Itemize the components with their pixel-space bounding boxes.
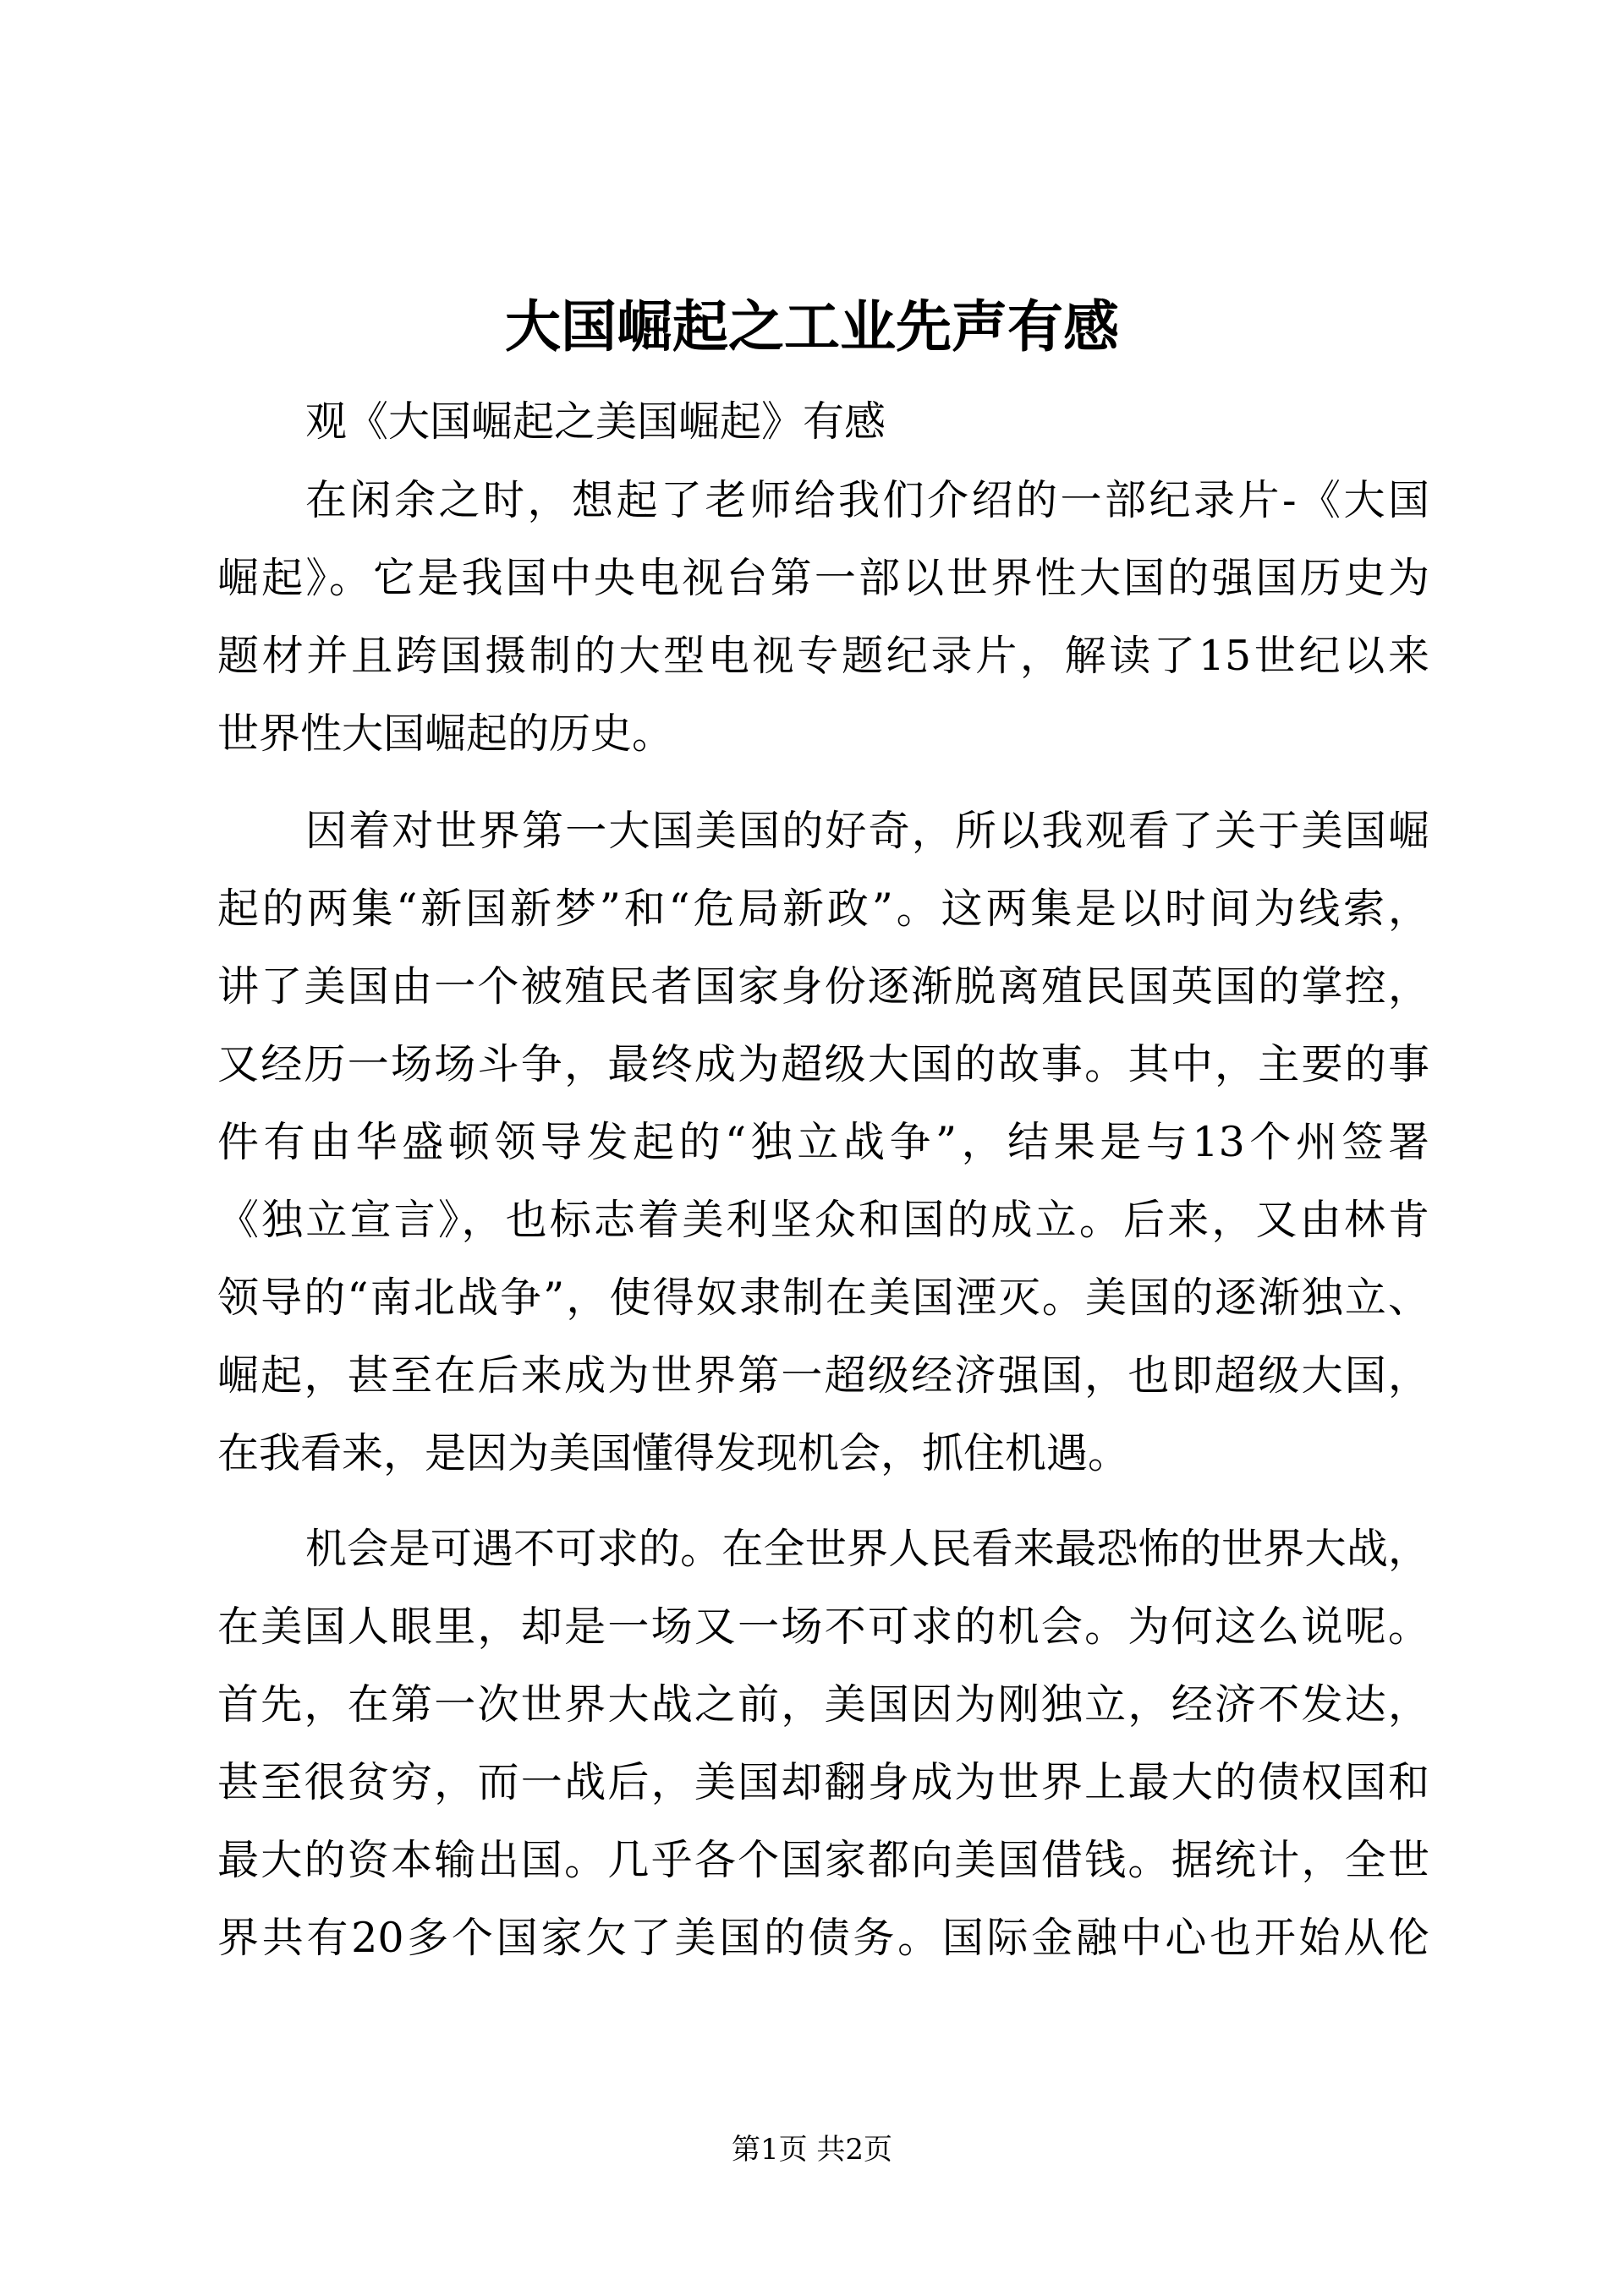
text-line: 因着对世界第一大国美国的好奇，所以我观看了关于美国崛 [305, 807, 1429, 855]
text-line: 在美国人眼里，却是一场又一场不可求的机会。为何这么说呢。 [217, 1603, 1429, 1651]
text-line: 在我看来，是因为美国懂得发现机会，抓住机遇。 [217, 1429, 1130, 1477]
paragraph-1 [217, 462, 1429, 773]
text-line: 崛起，甚至在后来成为世界第一超级经济强国，也即超级大国， [217, 1351, 1429, 1400]
text-line: 最大的资本输出国。几乎各个国家都向美国借钱。据统计，全世 [217, 1836, 1429, 1884]
text-line: 首先，在第一次世界大战之前，美国因为刚独立，经济不发达， [217, 1680, 1429, 1729]
text-line: 讲了美国由一个被殖民者国家身份逐渐脱离殖民国英国的掌控， [217, 962, 1429, 1011]
document-title: 大国崛起之工业先声有感 [505, 293, 1119, 359]
text-line: 领导的“南北战争”，使得奴隶制在美国湮灭。美国的逐渐独立、 [217, 1274, 1429, 1322]
text-line: 机会是可遇不可求的。在全世界人民看来最恐怖的世界大战， [305, 1525, 1429, 1573]
text-line: 题材并且跨国摄制的大型电视专题纪录片，解读了15世纪以来 [217, 632, 1429, 680]
text-line: 甚至很贫穷，而一战后，美国却翻身成为世界上最大的债权国和 [217, 1758, 1429, 1806]
subtitle-paragraph [217, 383, 1429, 461]
text-line: 崛起》。它是我国中央电视台第一部以世界性大国的强国历史为 [217, 554, 1429, 602]
paragraph-2 [217, 792, 1429, 1493]
page-number-footer: 第1页 共2页 [731, 2133, 893, 2167]
subtitle: 观《大国崛起之美国崛起》有感 [305, 397, 886, 446]
paragraph-3 [217, 1510, 1429, 1977]
text-line: 《独立宣言》，也标志着美利坚众和国的成立。后来，又由林肯 [217, 1196, 1429, 1244]
text-line: 起的两集“新国新梦”和“危局新政”。这两集是以时间为线索， [217, 885, 1429, 933]
text-line: 又经历一场场斗争，最终成为超级大国的故事。其中，主要的事 [217, 1040, 1429, 1088]
text-line: 在闲余之时，想起了老师给我们介绍的一部纪录片-《大国 [305, 476, 1429, 524]
text-line: 世界性大国崛起的历史。 [217, 710, 674, 758]
text-line: 界共有20多个国家欠了美国的债务。国际金融中心也开始从伦 [217, 1914, 1429, 1962]
text-line: 件有由华盛顿领导发起的“独立战争”，结果是与13个州签署 [217, 1118, 1429, 1166]
